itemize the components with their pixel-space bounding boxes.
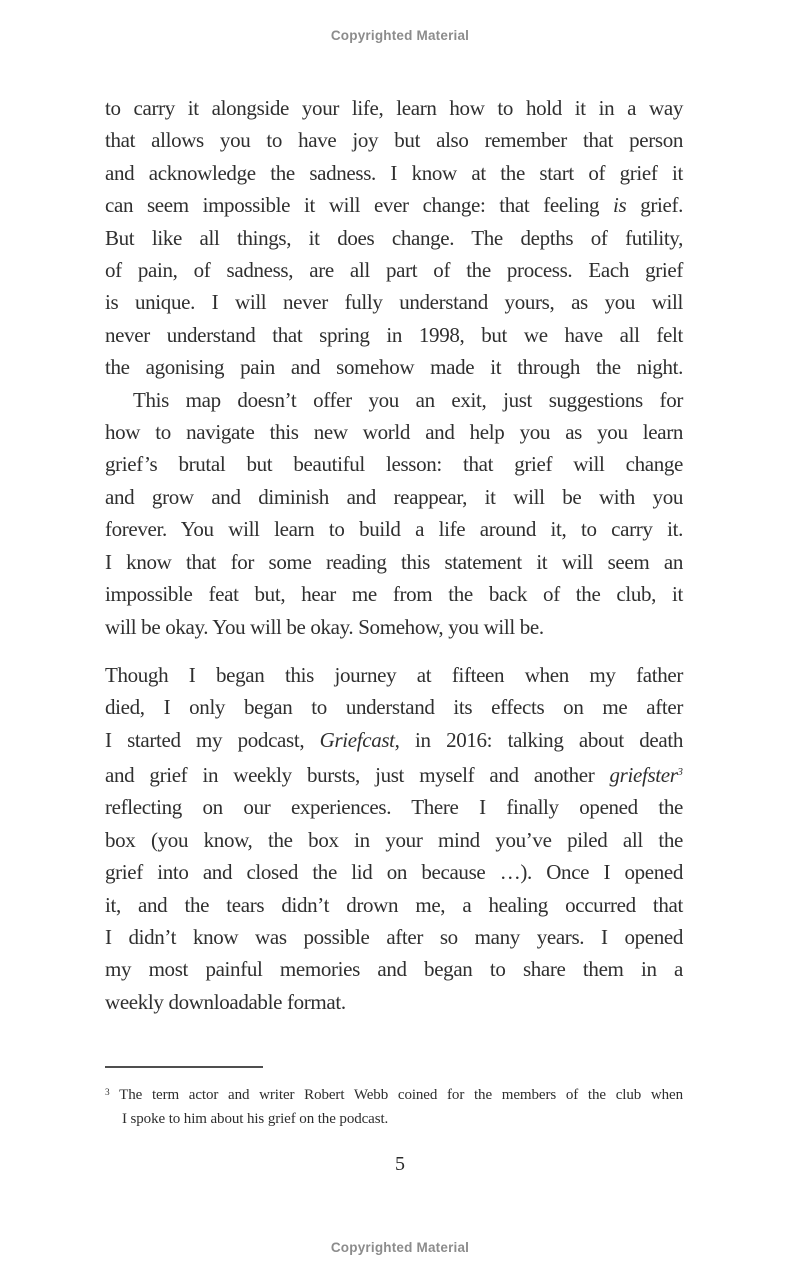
page-number: 5 bbox=[395, 1153, 405, 1175]
paragraph bbox=[105, 384, 683, 643]
text-segment: it, and the tears didn’t drown me, a healing occurred that bbox=[105, 892, 683, 917]
text-line bbox=[105, 546, 683, 578]
text-segment: impossible feat but, hear me from the back of the club, it bbox=[105, 582, 683, 607]
text-line bbox=[105, 319, 683, 351]
text-segment: the agonising pain and somehow made it through the night. bbox=[105, 355, 683, 380]
text-segment: I didn’t know was possible after so many years. I opened bbox=[105, 924, 683, 949]
text-segment: Griefcast bbox=[319, 727, 395, 752]
text-line bbox=[105, 856, 683, 888]
copyright-banner-bottom: Copyrighted Material bbox=[330, 1240, 470, 1255]
text-line bbox=[105, 921, 683, 953]
text-line bbox=[105, 124, 683, 156]
text-line bbox=[105, 222, 683, 254]
text-segment: I started my podcast, bbox=[105, 727, 320, 752]
text-segment: box (you know, the box in your mind you’ve piled all the bbox=[105, 827, 683, 852]
text-line bbox=[105, 953, 683, 985]
text-line bbox=[105, 578, 683, 610]
text-segment: griefster bbox=[609, 762, 678, 787]
text-segment: The term actor and writer Robert Webb coined for the members of the club when bbox=[109, 1087, 683, 1104]
text-segment: forever. You will learn to build a life around it, to carry it. bbox=[105, 517, 683, 542]
text-segment: But like all things, it does change. The depths of futility, bbox=[105, 225, 683, 250]
text-segment: and acknowledge the sadness. I know at the start of grief it bbox=[105, 160, 683, 185]
footnote bbox=[105, 1082, 683, 1131]
text-segment: weekly downloadable format. bbox=[105, 989, 346, 1014]
text-segment: how to navigate this new world and help you as you learn bbox=[105, 420, 683, 445]
text-line bbox=[105, 416, 683, 448]
text-line bbox=[105, 351, 683, 383]
text-segment: This map doesn’t offer you an exit, just suggestions for bbox=[133, 387, 683, 412]
text-segment: will be okay. You will be okay. Somehow, you will be. bbox=[105, 614, 544, 639]
paragraph bbox=[105, 659, 683, 1018]
text-segment: that allows you to have joy but also remember that person bbox=[105, 128, 683, 153]
text-segment: grief into and closed the lid on because …). Once I opened bbox=[105, 860, 683, 885]
text-segment: of pain, of sadness, are all part of the process. Each grief bbox=[105, 258, 683, 283]
text-segment: I know that for some reading this statement it will seem an bbox=[105, 549, 683, 574]
text-segment: and grow and diminish and reappear, it will be with you bbox=[105, 484, 683, 509]
text-line bbox=[105, 286, 683, 318]
text-line bbox=[105, 189, 683, 221]
text-line bbox=[105, 824, 683, 856]
text-segment: grief. bbox=[626, 193, 683, 218]
text-line bbox=[105, 724, 683, 756]
text-segment: and grief in weekly bursts, just myself and another bbox=[105, 762, 610, 787]
text-line bbox=[105, 384, 683, 416]
text-segment: never understand that spring in 1998, but we have all felt bbox=[105, 322, 683, 347]
footnote-reference: 3 bbox=[105, 1088, 110, 1098]
text-line bbox=[105, 448, 683, 480]
text-line bbox=[105, 756, 683, 791]
text-segment: my most painful memories and began to share them in a bbox=[105, 957, 683, 982]
text-segment: reflecting on our experiences. There I finally opened the bbox=[105, 795, 683, 820]
text-line bbox=[105, 481, 683, 513]
footnote-reference: 3 bbox=[677, 766, 683, 779]
text-line bbox=[105, 1108, 683, 1132]
text-line bbox=[105, 659, 683, 691]
text-segment: died, I only began to understand its effects on me after bbox=[105, 695, 683, 720]
text-line bbox=[105, 791, 683, 823]
text-line bbox=[105, 986, 683, 1018]
text-line bbox=[105, 92, 683, 124]
text-segment: is bbox=[613, 193, 627, 218]
text-segment: is unique. I will never fully understand yours, as you will bbox=[105, 290, 683, 315]
paragraph bbox=[105, 92, 683, 384]
copyright-banner-top: Copyrighted Material bbox=[330, 28, 470, 43]
text-line bbox=[105, 691, 683, 723]
text-line bbox=[105, 611, 683, 643]
text-segment: Though I began this journey at fifteen when my father bbox=[105, 662, 683, 687]
text-segment: to carry it alongside your life, learn how to hold it in a way bbox=[105, 96, 683, 120]
text-line bbox=[105, 513, 683, 545]
page-body bbox=[105, 92, 683, 1018]
text-line bbox=[105, 157, 683, 189]
text-line bbox=[105, 254, 683, 286]
text-segment: I spoke to him about his grief on the podcast. bbox=[122, 1110, 389, 1127]
text-line bbox=[105, 889, 683, 921]
text-segment: , in 2016: talking about death bbox=[394, 727, 683, 752]
text-segment: grief’s brutal but beautiful lesson: that grief will change bbox=[105, 452, 683, 477]
text-line bbox=[105, 1082, 683, 1108]
text-segment: can seem impossible it will ever change: that feeling bbox=[105, 193, 613, 218]
footnote-divider bbox=[105, 1066, 263, 1068]
